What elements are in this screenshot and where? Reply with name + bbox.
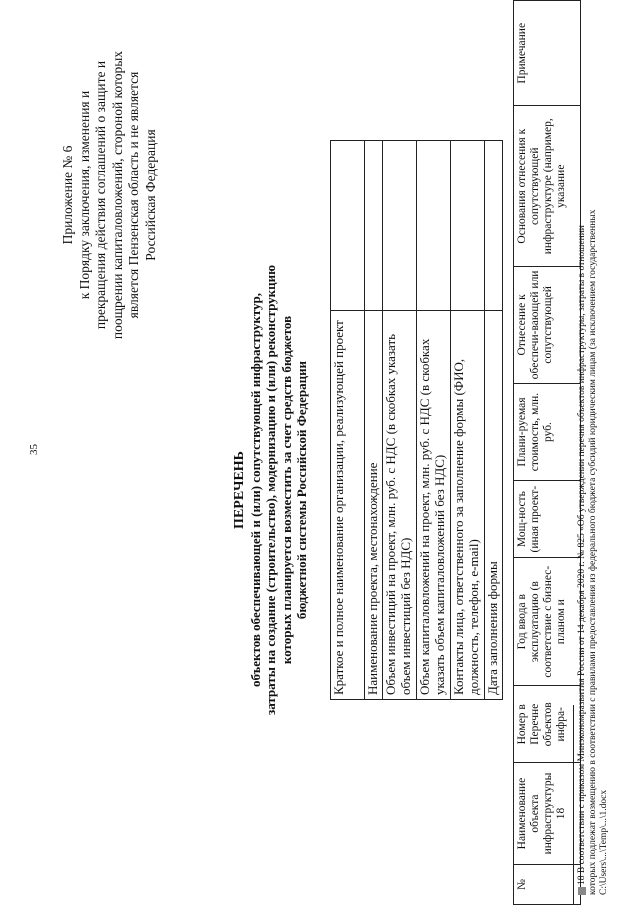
form-row-label: Контакты лица, ответственного за заполнение формы (ФИО, должность, телефон, e-mail)	[451, 311, 485, 700]
objects-table-header	[513, 0, 581, 905]
footnote-separator	[573, 705, 574, 905]
form-row	[417, 141, 451, 700]
column-header: Плани-руемая стоимость, млн. руб.	[514, 383, 581, 480]
form-row-label: Объем капиталовложений на проект, млн. руб. с НДС (в скобках указать объем капиталовложений без НДС)	[417, 311, 451, 700]
column-header: Мощ-ность (иная проект-	[514, 481, 581, 558]
appendix-line: Российская Федерация	[142, 129, 158, 261]
form-row	[451, 141, 485, 700]
appendix-line: прекращения действия соглашений о защите и	[93, 60, 108, 330]
column-header: Примечание	[514, 1, 581, 107]
appendix-line: является Пензенская область и не является	[126, 71, 141, 319]
column-header: Отнесение к обеспечи-вающей или сопутствующей	[514, 266, 581, 383]
appendix-line: Приложение № 6	[60, 145, 75, 245]
form-row	[383, 141, 417, 700]
footnote-text: 18 В соответствии с приказом Минэкономразвития России от 14 декабря 2020 г. № 825 «Об утверждении перечня объектов инфраструктуры, затраты в отношении	[577, 225, 587, 885]
form-row	[331, 141, 365, 700]
form-row-label: Дата заполнения формы	[485, 311, 503, 700]
title-line: которых планируется возместить за счет средств бюджетов	[278, 315, 294, 665]
form-row-value[interactable]	[365, 141, 383, 311]
title-line: объектов обеспечивающей и (или) сопутствующей инфраструктур,	[247, 292, 263, 688]
form-row-value[interactable]	[485, 141, 503, 311]
table-header-row	[514, 1, 581, 905]
column-header: Основания отнесения к сопутствующей инфраструктуре (например, указание	[514, 106, 581, 266]
title-line: затраты на создание (строительство), модернизацию и (или) реконструкцию	[263, 264, 278, 715]
form-row	[485, 141, 503, 700]
appendix-header	[60, 45, 159, 345]
footnote-line: C:\Users\...\Temp\...\1.docx	[599, 789, 609, 895]
title-line: ПЕРЕЧЕНЬ	[232, 451, 247, 529]
form-row-value[interactable]	[331, 141, 365, 311]
column-header: №	[514, 864, 581, 904]
appendix-line: поощрении капиталовложений, стороной которых	[109, 50, 125, 340]
form-info-table	[330, 140, 503, 700]
footnote-marker-icon	[578, 887, 586, 895]
form-row-label: Объем инвестиций на проект, млн. руб. с НДС (в скобках указать объем инвестиций без НДС)	[383, 311, 417, 700]
footnote-line: которых подлежат возмещению в соответствии с правилами предоставления из федерального бюджета субсидий юридическим лицам (за исключением государственных	[588, 209, 598, 895]
footnote	[577, 15, 610, 895]
column-header: Год ввода в эксплуатацию (в соответствие с бизнес-планом и	[514, 558, 581, 686]
form-row	[365, 141, 383, 700]
form-row-value[interactable]	[383, 141, 417, 311]
title-line: бюджетной системы Российской Федерации	[294, 360, 309, 620]
form-row-label: Краткое и полное наименование организации, реализующей проект	[331, 311, 365, 700]
form-row-value[interactable]	[417, 141, 451, 311]
column-header: Наименование объекта инфраструктуры 18	[514, 763, 581, 865]
page-number: 35	[28, 444, 40, 455]
footnote-line	[577, 15, 588, 895]
form-row-value[interactable]	[451, 141, 485, 311]
appendix-line: к Порядку заключения, изменения и	[76, 90, 92, 300]
column-header: Номер в Перечне объектов инфра-	[514, 686, 581, 763]
form-row-label: Наименование проекта, местонахождение	[365, 311, 383, 700]
document-title	[232, 265, 310, 715]
